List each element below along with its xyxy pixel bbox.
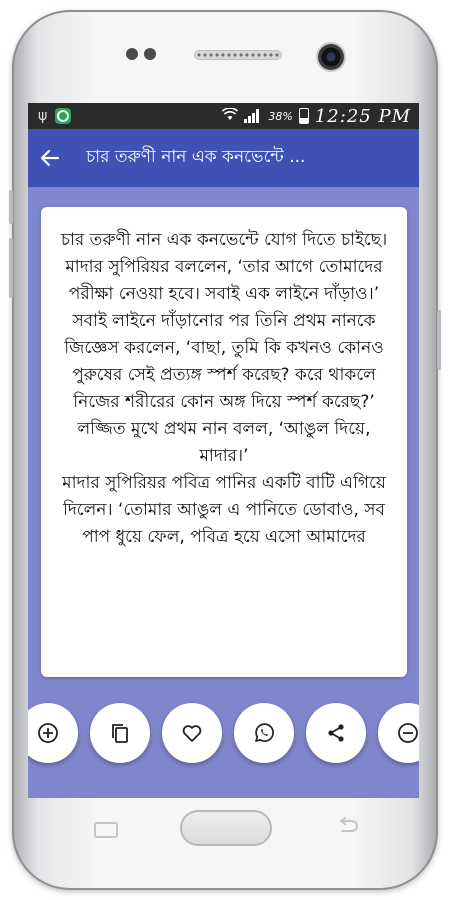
share-icon xyxy=(324,721,348,745)
earpiece-speaker xyxy=(194,50,282,60)
minus-circle-icon xyxy=(396,721,419,745)
favorite-button[interactable] xyxy=(162,703,222,763)
home-button[interactable] xyxy=(180,810,272,846)
zoom-out-button[interactable] xyxy=(378,703,419,763)
app-notification-icon xyxy=(55,108,71,124)
volume-button-lower xyxy=(9,238,13,298)
app-bar xyxy=(28,129,419,187)
zoom-in-button[interactable] xyxy=(28,703,78,763)
status-bar xyxy=(28,103,419,129)
wifi-icon xyxy=(222,108,238,125)
signal-icon xyxy=(244,109,262,123)
front-camera xyxy=(318,44,344,70)
story-paragraph: চার তরুণী নান এক কনভেন্টে যোগ দিতে চাইছে। xyxy=(60,230,388,250)
plus-circle-icon xyxy=(36,721,60,745)
whatsapp-icon xyxy=(252,721,276,745)
back-nav-icon[interactable] xyxy=(336,816,360,841)
volume-button xyxy=(9,190,13,224)
story-paragraph: সবাই লাইনে দাঁড়ানোর পর তিনি প্রথম নানকে জিজ্ঞেস করলেন, ‘বাছা, তুমি কি কখনও কোনও পুরুষের সেই প্রত্যঙ্গ স্পর্শ করেছ? করে থাকলে নিজের শরীরের কোন অঙ্গ দিয়ে স্পর্শ করেছ?’ xyxy=(64,311,384,412)
power-button xyxy=(437,310,441,370)
story-text xyxy=(41,207,407,551)
screen xyxy=(28,103,419,798)
page-title: চার তরুণী নান এক কনভেন্টে ... xyxy=(86,147,306,167)
clock: 12:25 PM xyxy=(314,105,411,127)
battery-icon xyxy=(299,108,309,124)
copy-button[interactable] xyxy=(90,703,150,763)
arrow-back-icon[interactable] xyxy=(28,129,72,187)
action-toolbar xyxy=(28,691,419,781)
story-paragraph: মাদার সুপিরিয়র পবিত্র পানির একটি বাটি এগিয়ে দিলেন। ‘তোমার আঙুল এ পানিতে ডোবাও, সব পাপ ধুয়ে ফেল, পবিত্র হয়ে এসো আমাদের xyxy=(62,473,386,547)
share-button[interactable] xyxy=(306,703,366,763)
whatsapp-button[interactable] xyxy=(234,703,294,763)
copy-icon xyxy=(108,721,132,745)
heart-icon xyxy=(180,721,204,745)
battery-percent: 38% xyxy=(268,109,293,123)
sensor-dots xyxy=(126,48,156,60)
story-paragraph: লজ্জিত মুখে প্রথম নান বলল, ‘আঙুল দিয়ে, মাদার।’ xyxy=(77,419,371,466)
recent-apps-icon[interactable] xyxy=(94,822,118,838)
story-paragraph: মাদার সুপিরিয়র বললেন, ‘তার আগে তোমাদের পরীক্ষা নেওয়া হবে। সবাই এক লাইনে দাঁড়াও।’ xyxy=(65,257,383,304)
story-card[interactable] xyxy=(41,207,407,677)
usb-icon: ψ xyxy=(38,108,48,124)
